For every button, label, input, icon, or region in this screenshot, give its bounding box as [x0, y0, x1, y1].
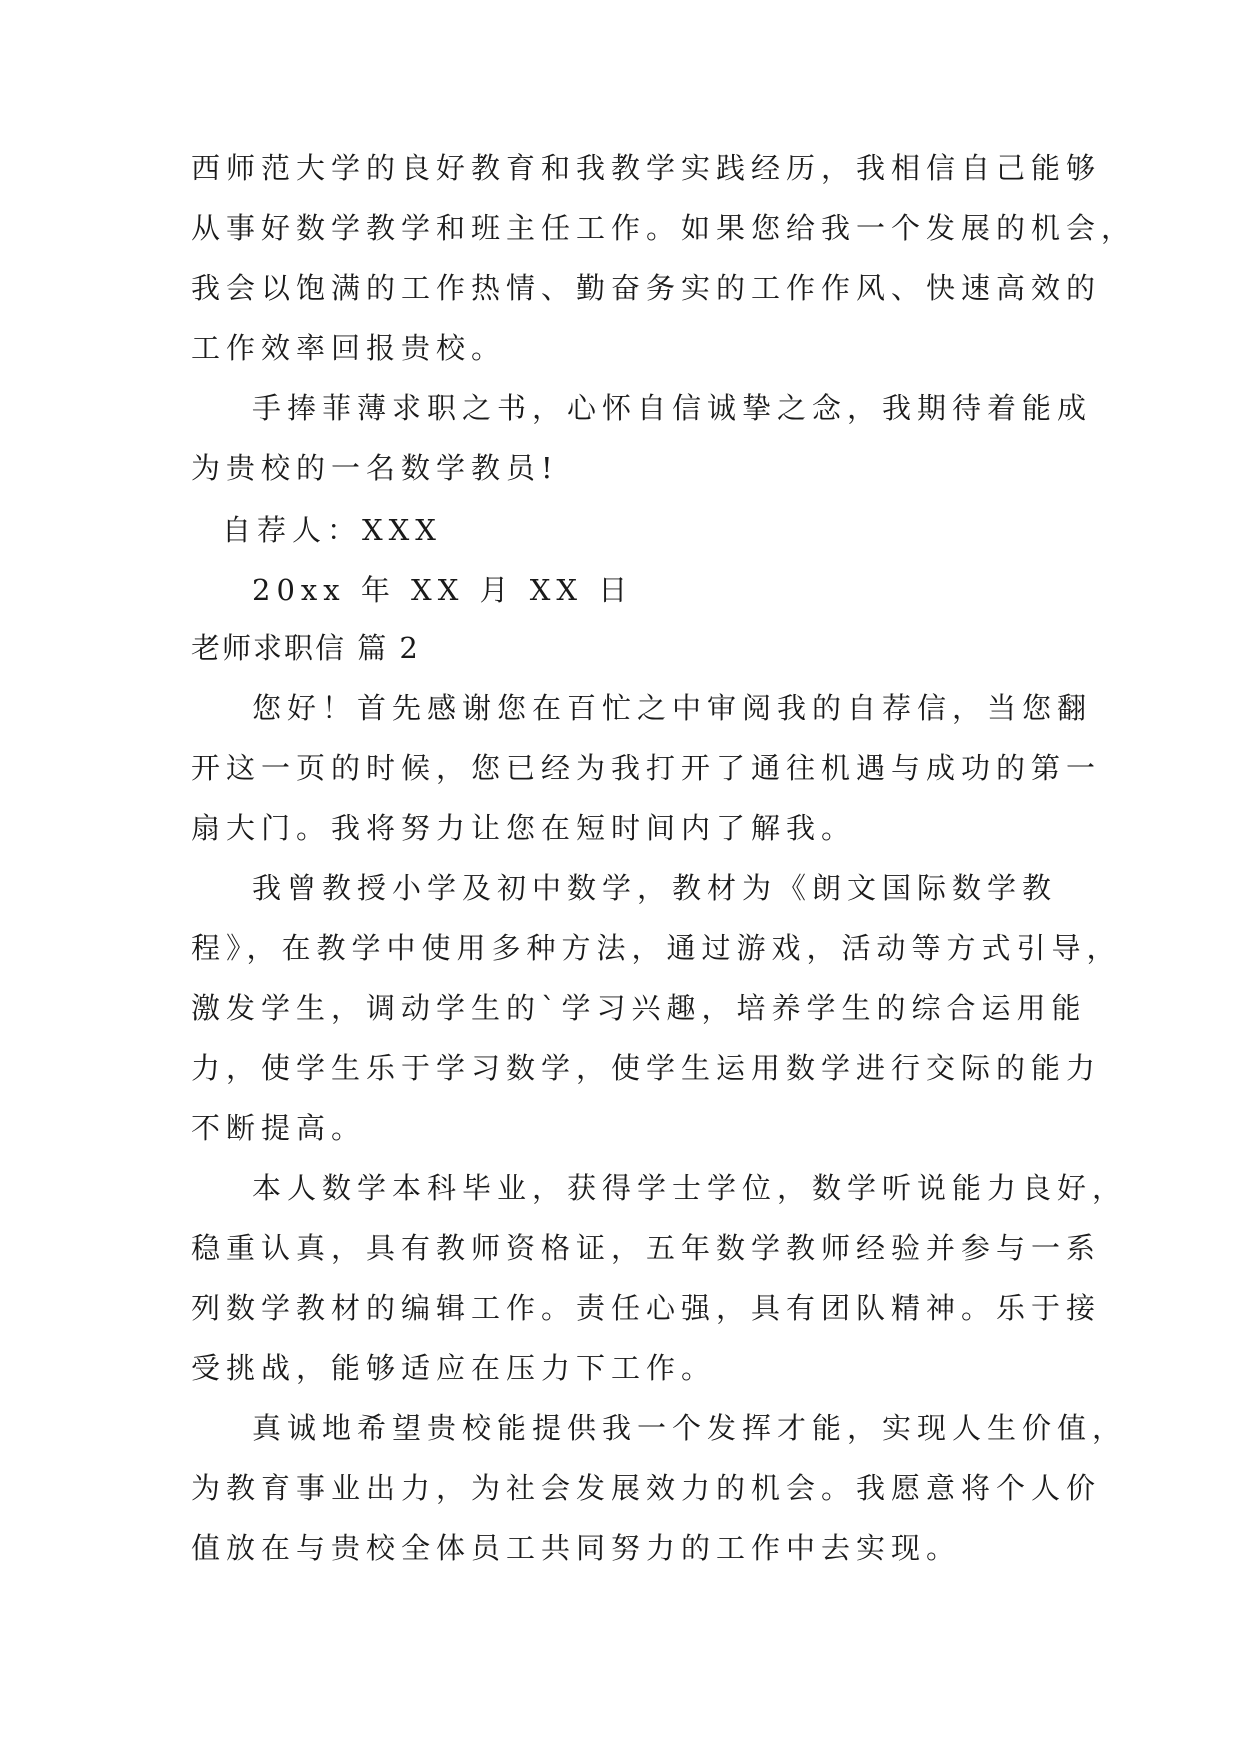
paragraph-line: 我会以饱满的工作热情、勤奋务实的工作作风、快速高效的 — [191, 271, 1102, 305]
paragraph-line: 程》，在教学中使用多种方法，通过游戏，活动等方式引导， — [191, 931, 1122, 965]
paragraph-line: 西师范大学的良好教育和我教学实践经历，我相信自己能够 — [191, 151, 1102, 185]
date-line: 20xx 年 XX 月 XX 日 — [252, 573, 634, 607]
paragraph-line: 不断提高。 — [191, 1111, 367, 1145]
paragraph-line: 工作效率回报贵校。 — [191, 331, 507, 365]
paragraph-line: 受挑战，能够适应在压力下工作。 — [191, 1351, 717, 1385]
paragraph-line: 值放在与贵校全体员工共同努力的工作中去实现。 — [191, 1531, 962, 1565]
paragraph-line: 稳重认真，具有教师资格证，五年数学教师经验并参与一系 — [191, 1231, 1102, 1265]
paragraph-line: 真诚地希望贵校能提供我一个发挥才能，实现人生价值， — [252, 1411, 1128, 1445]
paragraph-line: 从事好数学教学和班主任工作。如果您给我一个发展的机会， — [191, 211, 1137, 245]
paragraph-line: 为贵校的一名数学教员! — [191, 451, 559, 485]
paragraph-line: 我曾教授小学及初中数学，教材为《朗文国际数学教 — [252, 871, 1058, 905]
paragraph-line: 为教育事业出力，为社会发展效力的机会。我愿意将个人价 — [191, 1471, 1102, 1505]
paragraph-line: 开这一页的时候，您已经为我打开了通往机遇与成功的第一 — [191, 751, 1102, 785]
section-title: 老师求职信 篇 2 — [191, 631, 420, 665]
paragraph-line: 激发学生，调动学生的`学习兴趣，培养学生的综合运用能 — [191, 991, 1087, 1025]
paragraph-line: 列数学教材的编辑工作。责任心强，具有团队精神。乐于接 — [191, 1291, 1102, 1325]
signature-line: 自荐人：XXX — [222, 513, 442, 547]
paragraph-line: 手捧菲薄求职之书，心怀自信诚挚之念，我期待着能成 — [252, 391, 1093, 425]
paragraph-line: 力，使学生乐于学习数学，使学生运用数学进行交际的能力 — [191, 1051, 1102, 1085]
paragraph-line: 您好！首先感谢您在百忙之中审阅我的自荐信，当您翻 — [252, 691, 1093, 725]
paragraph-line: 扇大门。我将努力让您在短时间内了解我。 — [191, 811, 857, 845]
paragraph-line: 本人数学本科毕业，获得学士学位，数学听说能力良好， — [252, 1171, 1128, 1205]
